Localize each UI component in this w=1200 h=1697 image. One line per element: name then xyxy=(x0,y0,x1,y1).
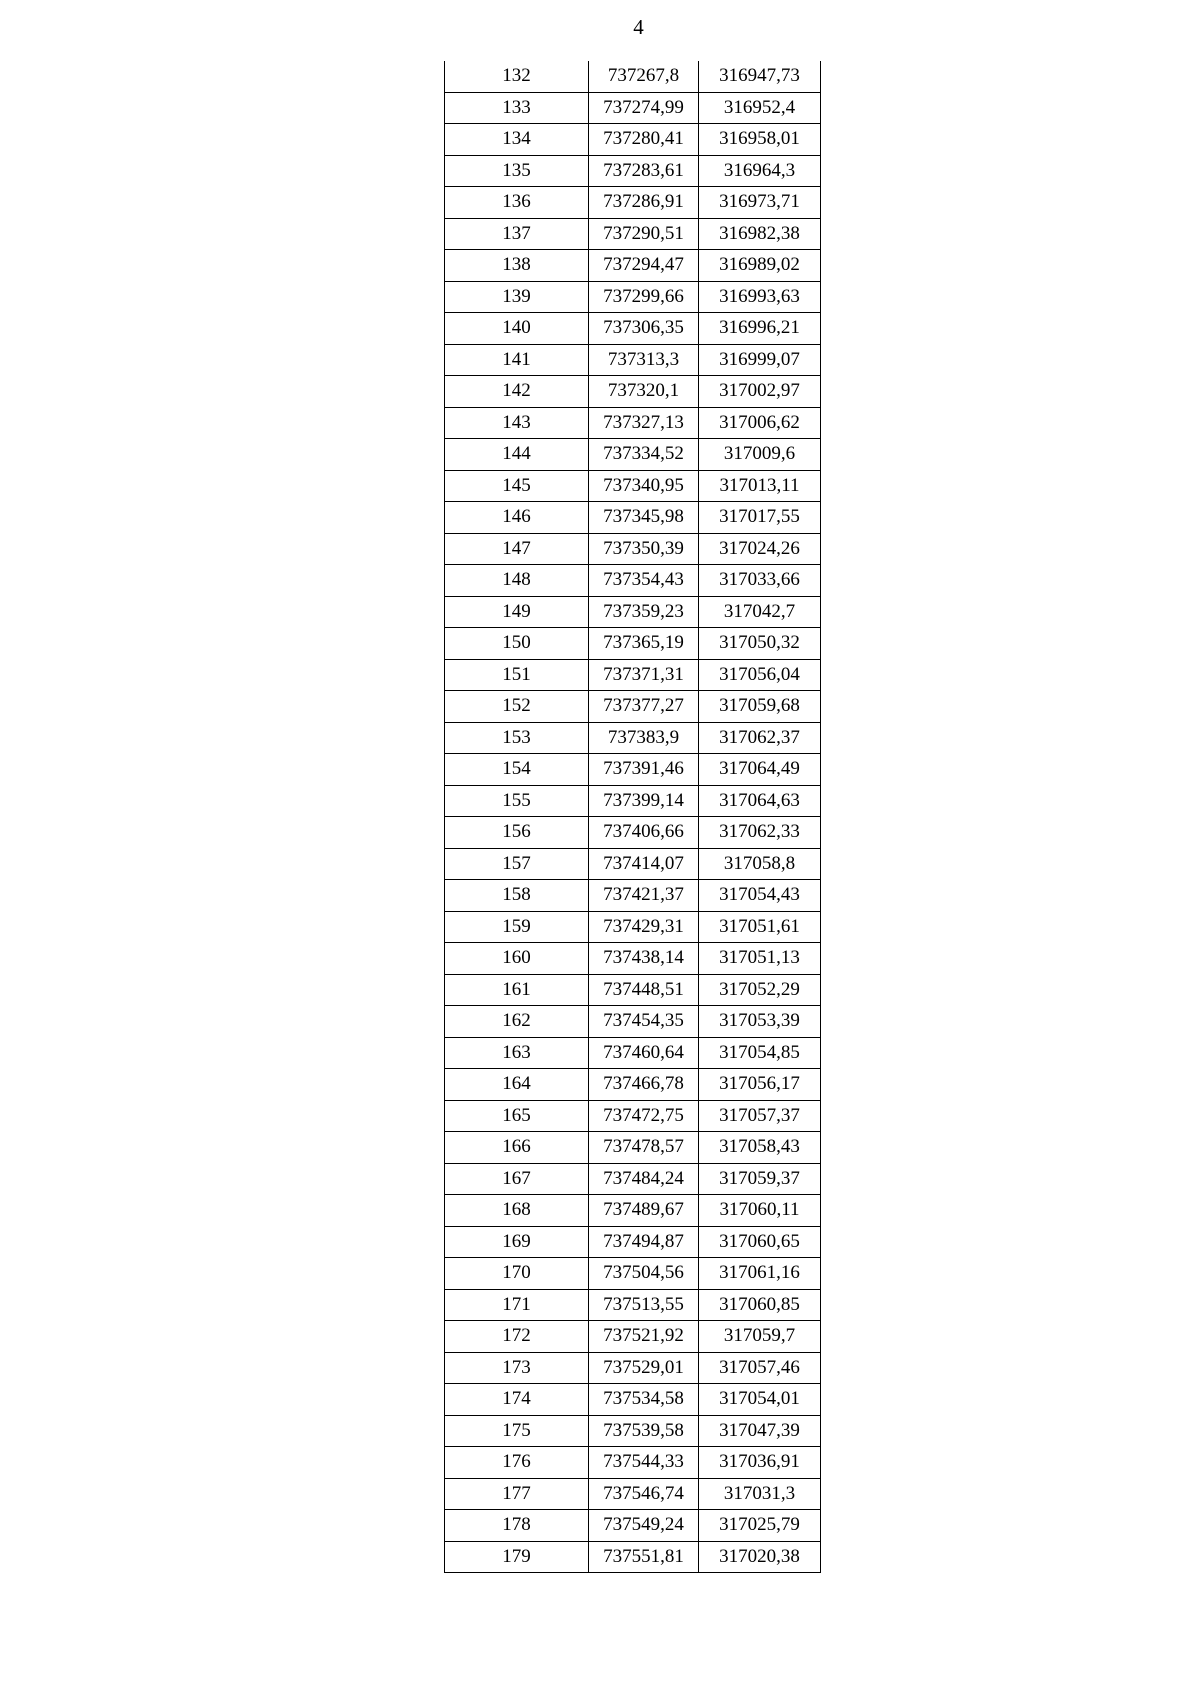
x-coordinate-cell: 737294,47 xyxy=(589,250,699,282)
x-coordinate-cell: 737340,95 xyxy=(589,470,699,502)
table-row xyxy=(445,1447,821,1479)
point-number-cell: 142 xyxy=(445,376,589,408)
table-row xyxy=(445,502,821,534)
x-coordinate-cell: 737267,8 xyxy=(589,61,699,92)
table-row xyxy=(445,691,821,723)
y-coordinate-cell: 317009,6 xyxy=(699,439,821,471)
page-number: 4 xyxy=(633,15,644,39)
table-row xyxy=(445,407,821,439)
table-row xyxy=(445,1352,821,1384)
y-coordinate-cell: 317058,8 xyxy=(699,848,821,880)
point-number-cell: 150 xyxy=(445,628,589,660)
table-row xyxy=(445,1478,821,1510)
y-coordinate-cell: 317060,11 xyxy=(699,1195,821,1227)
x-coordinate-cell: 737438,14 xyxy=(589,943,699,975)
table-row xyxy=(445,628,821,660)
point-number-cell: 151 xyxy=(445,659,589,691)
x-coordinate-cell: 737354,43 xyxy=(589,565,699,597)
table-row xyxy=(445,1226,821,1258)
x-coordinate-cell: 737539,58 xyxy=(589,1415,699,1447)
y-coordinate-cell: 316952,4 xyxy=(699,92,821,124)
table-row xyxy=(445,1510,821,1542)
point-number-cell: 148 xyxy=(445,565,589,597)
table-row xyxy=(445,974,821,1006)
y-coordinate-cell: 316996,21 xyxy=(699,313,821,345)
x-coordinate-cell: 737478,57 xyxy=(589,1132,699,1164)
point-number-cell: 169 xyxy=(445,1226,589,1258)
point-number-cell: 138 xyxy=(445,250,589,282)
point-number-cell: 153 xyxy=(445,722,589,754)
table-row xyxy=(445,754,821,786)
point-number-cell: 179 xyxy=(445,1541,589,1573)
x-coordinate-cell: 737334,52 xyxy=(589,439,699,471)
y-coordinate-cell: 316947,73 xyxy=(699,61,821,92)
table-row xyxy=(445,785,821,817)
y-coordinate-cell: 317017,55 xyxy=(699,502,821,534)
x-coordinate-cell: 737521,92 xyxy=(589,1321,699,1353)
x-coordinate-cell: 737283,61 xyxy=(589,155,699,187)
point-number-cell: 162 xyxy=(445,1006,589,1038)
point-number-cell: 133 xyxy=(445,92,589,124)
table-row xyxy=(445,313,821,345)
point-number-cell: 144 xyxy=(445,439,589,471)
point-number-cell: 139 xyxy=(445,281,589,313)
y-coordinate-cell: 317060,65 xyxy=(699,1226,821,1258)
x-coordinate-cell: 737406,66 xyxy=(589,817,699,849)
table-row xyxy=(445,187,821,219)
y-coordinate-cell: 316982,38 xyxy=(699,218,821,250)
x-coordinate-cell: 737306,35 xyxy=(589,313,699,345)
point-number-cell: 159 xyxy=(445,911,589,943)
point-number-cell: 164 xyxy=(445,1069,589,1101)
x-coordinate-cell: 737504,56 xyxy=(589,1258,699,1290)
table-row xyxy=(445,1384,821,1416)
x-coordinate-cell: 737472,75 xyxy=(589,1100,699,1132)
x-coordinate-cell: 737429,31 xyxy=(589,911,699,943)
y-coordinate-cell: 317059,37 xyxy=(699,1163,821,1195)
point-number-cell: 143 xyxy=(445,407,589,439)
point-number-cell: 175 xyxy=(445,1415,589,1447)
point-number-cell: 137 xyxy=(445,218,589,250)
x-coordinate-cell: 737274,99 xyxy=(589,92,699,124)
y-coordinate-cell: 317057,46 xyxy=(699,1352,821,1384)
x-coordinate-cell: 737299,66 xyxy=(589,281,699,313)
y-coordinate-cell: 316973,71 xyxy=(699,187,821,219)
table-row xyxy=(445,1258,821,1290)
x-coordinate-cell: 737383,9 xyxy=(589,722,699,754)
point-number-cell: 160 xyxy=(445,943,589,975)
point-number-cell: 155 xyxy=(445,785,589,817)
y-coordinate-cell: 317056,04 xyxy=(699,659,821,691)
x-coordinate-cell: 737513,55 xyxy=(589,1289,699,1321)
table-row xyxy=(445,92,821,124)
x-coordinate-cell: 737391,46 xyxy=(589,754,699,786)
x-coordinate-cell: 737313,3 xyxy=(589,344,699,376)
table-row xyxy=(445,848,821,880)
x-coordinate-cell: 737377,27 xyxy=(589,691,699,723)
x-coordinate-cell: 737448,51 xyxy=(589,974,699,1006)
point-number-cell: 147 xyxy=(445,533,589,565)
x-coordinate-cell: 737280,41 xyxy=(589,124,699,156)
y-coordinate-cell: 316989,02 xyxy=(699,250,821,282)
y-coordinate-cell: 317060,85 xyxy=(699,1289,821,1321)
x-coordinate-cell: 737421,37 xyxy=(589,880,699,912)
point-number-cell: 171 xyxy=(445,1289,589,1321)
y-coordinate-cell: 317054,43 xyxy=(699,880,821,912)
y-coordinate-cell: 317006,62 xyxy=(699,407,821,439)
x-coordinate-cell: 737414,07 xyxy=(589,848,699,880)
point-number-cell: 172 xyxy=(445,1321,589,1353)
table-row xyxy=(445,880,821,912)
table-row xyxy=(445,1321,821,1353)
x-coordinate-cell: 737286,91 xyxy=(589,187,699,219)
table-row xyxy=(445,344,821,376)
y-coordinate-cell: 317056,17 xyxy=(699,1069,821,1101)
table-row xyxy=(445,1069,821,1101)
x-coordinate-cell: 737529,01 xyxy=(589,1352,699,1384)
x-coordinate-cell: 737371,31 xyxy=(589,659,699,691)
table-row xyxy=(445,722,821,754)
x-coordinate-cell: 737544,33 xyxy=(589,1447,699,1479)
y-coordinate-cell: 317052,29 xyxy=(699,974,821,1006)
y-coordinate-cell: 317059,68 xyxy=(699,691,821,723)
coordinates-table-body xyxy=(445,61,821,1573)
point-number-cell: 135 xyxy=(445,155,589,187)
point-number-cell: 149 xyxy=(445,596,589,628)
y-coordinate-cell: 317064,63 xyxy=(699,785,821,817)
point-number-cell: 136 xyxy=(445,187,589,219)
x-coordinate-cell: 737551,81 xyxy=(589,1541,699,1573)
table-row xyxy=(445,533,821,565)
x-coordinate-cell: 737359,23 xyxy=(589,596,699,628)
point-number-cell: 178 xyxy=(445,1510,589,1542)
point-number-cell: 173 xyxy=(445,1352,589,1384)
y-coordinate-cell: 317062,37 xyxy=(699,722,821,754)
y-coordinate-cell: 317051,61 xyxy=(699,911,821,943)
table-row xyxy=(445,1132,821,1164)
point-number-cell: 163 xyxy=(445,1037,589,1069)
point-number-cell: 134 xyxy=(445,124,589,156)
y-coordinate-cell: 317047,39 xyxy=(699,1415,821,1447)
y-coordinate-cell: 317024,26 xyxy=(699,533,821,565)
table-row xyxy=(445,218,821,250)
table-row xyxy=(445,817,821,849)
point-number-cell: 161 xyxy=(445,974,589,1006)
table-row xyxy=(445,659,821,691)
x-coordinate-cell: 737290,51 xyxy=(589,218,699,250)
y-coordinate-cell: 317054,01 xyxy=(699,1384,821,1416)
x-coordinate-cell: 737454,35 xyxy=(589,1006,699,1038)
table-row xyxy=(445,281,821,313)
y-coordinate-cell: 317033,66 xyxy=(699,565,821,597)
x-coordinate-cell: 737327,13 xyxy=(589,407,699,439)
y-coordinate-cell: 317053,39 xyxy=(699,1006,821,1038)
y-coordinate-cell: 317051,13 xyxy=(699,943,821,975)
x-coordinate-cell: 737320,1 xyxy=(589,376,699,408)
y-coordinate-cell: 317036,91 xyxy=(699,1447,821,1479)
y-coordinate-cell: 317025,79 xyxy=(699,1510,821,1542)
point-number-cell: 141 xyxy=(445,344,589,376)
y-coordinate-cell: 317064,49 xyxy=(699,754,821,786)
point-number-cell: 177 xyxy=(445,1478,589,1510)
point-number-cell: 146 xyxy=(445,502,589,534)
x-coordinate-cell: 737365,19 xyxy=(589,628,699,660)
point-number-cell: 140 xyxy=(445,313,589,345)
table-row xyxy=(445,124,821,156)
table-row xyxy=(445,1289,821,1321)
coordinates-table xyxy=(444,61,821,1573)
y-coordinate-cell: 317059,7 xyxy=(699,1321,821,1353)
table-row xyxy=(445,943,821,975)
y-coordinate-cell: 317020,38 xyxy=(699,1541,821,1573)
table-row xyxy=(445,1037,821,1069)
y-coordinate-cell: 317061,16 xyxy=(699,1258,821,1290)
y-coordinate-cell: 316964,3 xyxy=(699,155,821,187)
point-number-cell: 176 xyxy=(445,1447,589,1479)
y-coordinate-cell: 316958,01 xyxy=(699,124,821,156)
x-coordinate-cell: 737549,24 xyxy=(589,1510,699,1542)
table-row xyxy=(445,376,821,408)
y-coordinate-cell: 317042,7 xyxy=(699,596,821,628)
table-row xyxy=(445,1163,821,1195)
y-coordinate-cell: 317031,3 xyxy=(699,1478,821,1510)
point-number-cell: 152 xyxy=(445,691,589,723)
point-number-cell: 156 xyxy=(445,817,589,849)
point-number-cell: 145 xyxy=(445,470,589,502)
table-row xyxy=(445,565,821,597)
table-row xyxy=(445,470,821,502)
point-number-cell: 154 xyxy=(445,754,589,786)
x-coordinate-cell: 737350,39 xyxy=(589,533,699,565)
point-number-cell: 170 xyxy=(445,1258,589,1290)
x-coordinate-cell: 737399,14 xyxy=(589,785,699,817)
point-number-cell: 168 xyxy=(445,1195,589,1227)
y-coordinate-cell: 317002,97 xyxy=(699,376,821,408)
y-coordinate-cell: 317050,32 xyxy=(699,628,821,660)
point-number-cell: 157 xyxy=(445,848,589,880)
y-coordinate-cell: 317054,85 xyxy=(699,1037,821,1069)
table-row xyxy=(445,61,821,92)
table-row xyxy=(445,1195,821,1227)
point-number-cell: 132 xyxy=(445,61,589,92)
x-coordinate-cell: 737546,74 xyxy=(589,1478,699,1510)
point-number-cell: 174 xyxy=(445,1384,589,1416)
table-row xyxy=(445,1415,821,1447)
y-coordinate-cell: 317013,11 xyxy=(699,470,821,502)
point-number-cell: 165 xyxy=(445,1100,589,1132)
y-coordinate-cell: 316993,63 xyxy=(699,281,821,313)
y-coordinate-cell: 316999,07 xyxy=(699,344,821,376)
x-coordinate-cell: 737534,58 xyxy=(589,1384,699,1416)
x-coordinate-cell: 737466,78 xyxy=(589,1069,699,1101)
table-row xyxy=(445,596,821,628)
table-row xyxy=(445,250,821,282)
y-coordinate-cell: 317058,43 xyxy=(699,1132,821,1164)
point-number-cell: 166 xyxy=(445,1132,589,1164)
table-row xyxy=(445,911,821,943)
x-coordinate-cell: 737460,64 xyxy=(589,1037,699,1069)
y-coordinate-cell: 317057,37 xyxy=(699,1100,821,1132)
x-coordinate-cell: 737489,67 xyxy=(589,1195,699,1227)
table-row xyxy=(445,1100,821,1132)
table-row xyxy=(445,439,821,471)
table-row xyxy=(445,155,821,187)
x-coordinate-cell: 737484,24 xyxy=(589,1163,699,1195)
point-number-cell: 167 xyxy=(445,1163,589,1195)
point-number-cell: 158 xyxy=(445,880,589,912)
x-coordinate-cell: 737345,98 xyxy=(589,502,699,534)
table-row xyxy=(445,1006,821,1038)
table-row xyxy=(445,1541,821,1573)
y-coordinate-cell: 317062,33 xyxy=(699,817,821,849)
x-coordinate-cell: 737494,87 xyxy=(589,1226,699,1258)
